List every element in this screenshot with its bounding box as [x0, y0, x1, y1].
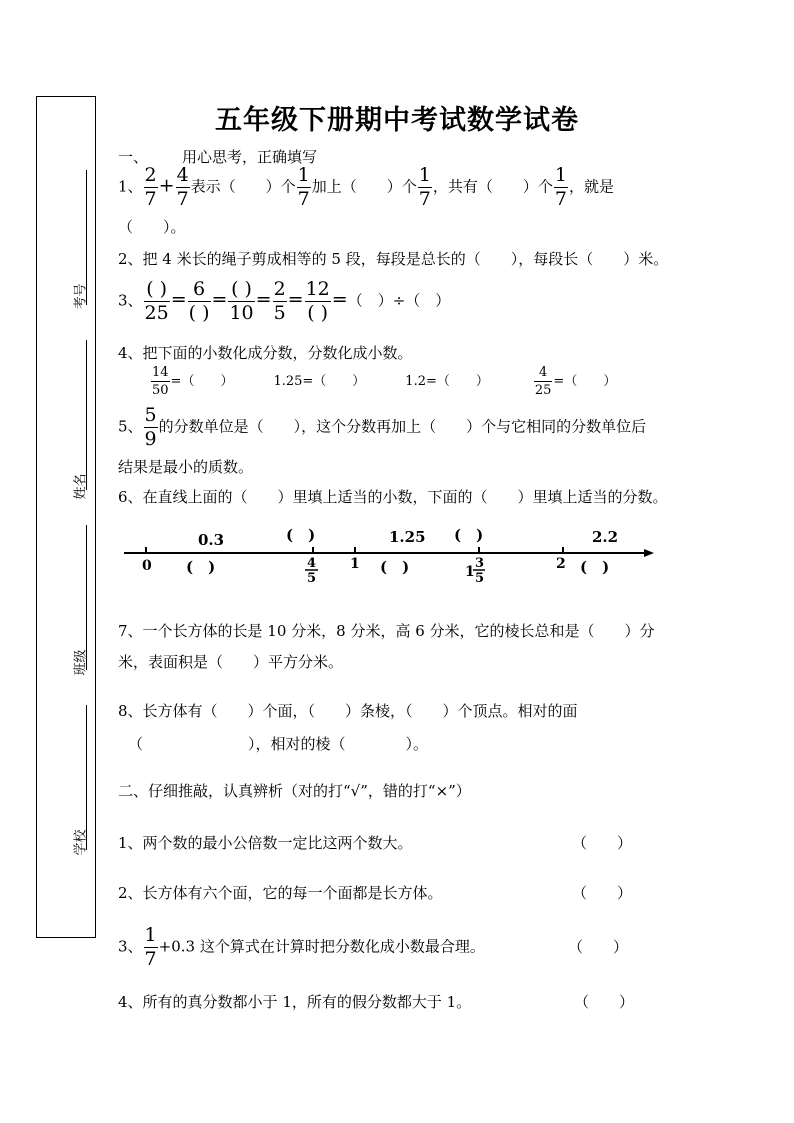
- question-2: 2、把 4 米长的绳子剪成相等的 5 段，每段是总长的（ ），每段长（ ）米。: [118, 250, 669, 268]
- question-5-line-2: 结果是最小的质数。: [118, 458, 254, 476]
- q1-fraction-3: $\frac{1}{7}$: [297, 164, 310, 210]
- judge-item-2: 2、长方体有六个面，它的每一个面都是长方体。: [118, 884, 443, 902]
- label-top-blank-2: ( ): [454, 526, 484, 544]
- label-bottom-blank-1: ( ): [186, 558, 216, 576]
- q4-item-d-blank: =（ ）: [553, 374, 617, 389]
- q3-fraction-4: $\frac{2}{5}$: [273, 278, 286, 324]
- q1-text-3: ，共有（ ）个: [432, 177, 553, 196]
- equals-sign: =: [211, 288, 228, 311]
- q1-text-2: 加上（ ）个: [311, 177, 417, 196]
- equals-sign: =: [287, 288, 304, 311]
- q3-number: 3、: [118, 291, 143, 310]
- q4-item-a-blank: =（ ）: [170, 374, 234, 389]
- binding-margin-box: [36, 96, 96, 938]
- q3-fraction-5: $\frac{12}{( )}$: [305, 278, 330, 324]
- school-line: [86, 705, 87, 850]
- question-3: [118, 280, 450, 323]
- question-7-line-2: 米，表面积是（ ）平方分米。: [118, 653, 344, 671]
- label-4-over-5-num: 4: [307, 556, 317, 571]
- equals-sign: =: [255, 288, 272, 311]
- label-1-3-5-den: 5: [475, 571, 485, 586]
- q1-fraction-4: $\frac{1}{7}$: [418, 164, 431, 210]
- judge-item-3: [118, 926, 485, 969]
- judge-item-4-answer[interactable]: （ ）: [574, 993, 635, 1011]
- question-1-line-2: （ ）。: [118, 218, 186, 236]
- class-line: [86, 525, 87, 670]
- school-label: 学校: [73, 829, 89, 856]
- equals-sign: =: [331, 288, 348, 311]
- question-8-line-2: （ ），相对的棱（ ）。: [128, 735, 429, 753]
- q1-fraction-2: $\frac{4}{7}$: [176, 164, 189, 210]
- name-label: 姓名: [73, 473, 89, 500]
- name-line: [86, 340, 87, 490]
- equals-sign: =: [170, 288, 187, 311]
- q1-text-1: 表示（ ）个: [190, 177, 296, 196]
- judge-item-1: 1、两个数的最小公倍数一定比这两个数大。: [118, 834, 413, 852]
- q1-number: 1、: [118, 177, 143, 196]
- q1-text-4: ，就是: [568, 177, 614, 196]
- judge-item-3-fraction: $\frac{1}{7}$: [144, 924, 157, 970]
- label-2-2: 2.2: [592, 528, 619, 546]
- question-4-items: [150, 366, 616, 397]
- student-id-label: 考号: [73, 283, 89, 310]
- q1-fraction-5: $\frac{1}{7}$: [554, 164, 567, 210]
- question-5: [118, 406, 646, 449]
- q5-number: 5、: [118, 417, 143, 436]
- judge-item-4: 4、所有的真分数都小于 1，所有的假分数都大于 1。: [118, 993, 472, 1011]
- judge-item-1-answer[interactable]: （ ）: [572, 834, 633, 852]
- q4-item-b: 1.25=（ ）: [273, 374, 366, 389]
- label-1-3-5-whole: 1: [465, 564, 475, 580]
- q5-fraction: $\frac{5}{9}$: [144, 404, 157, 450]
- question-8: 8、长方体有（ ）个面，（ ）条棱，（ ）个顶点。相对的面: [118, 702, 578, 720]
- q5-text: 的分数单位是（ ），这个分数再加上（ ）个与它相同的分数单位后: [158, 417, 647, 436]
- q4-fraction-a: $\frac{14}{50}$: [152, 365, 169, 398]
- exam-title: 五年级下册期中考试数学试卷: [215, 105, 579, 136]
- judge-item-3-number: 3、: [118, 937, 143, 956]
- plus-sign: +: [158, 174, 175, 197]
- label-0-3: 0.3: [198, 531, 225, 549]
- q3-fraction-1: $\frac{( )}{25}$: [144, 278, 169, 324]
- label-0: 0: [142, 558, 152, 574]
- judge-item-3-text: +0.3 这个算式在计算时把分数化成小数最合理。: [158, 937, 485, 956]
- q4-fraction-d: $\frac{4}{25}$: [534, 365, 552, 398]
- question-4: 4、把下面的小数化成分数，分数化成小数。: [118, 344, 413, 362]
- section1-title: 用心思考，正确填写: [182, 148, 318, 166]
- q3-fraction-3: $\frac{( )}{10}$: [229, 278, 254, 324]
- question-7: 7、一个长方体的长是 10 分米，8 分米，高 6 分米，它的棱长总和是（ ）分: [118, 622, 655, 640]
- label-4-over-5-den: 5: [307, 571, 317, 586]
- number-line-arrow: [644, 549, 654, 557]
- section1-number: 一、: [118, 148, 149, 166]
- label-bottom-blank-2: ( ): [380, 558, 410, 576]
- judge-item-2-answer[interactable]: （ ）: [572, 884, 633, 902]
- question-1: [118, 166, 614, 209]
- label-1: 1: [350, 556, 360, 572]
- label-1-3-5-num: 3: [475, 556, 485, 571]
- q4-item-c: 1.2=（ ）: [405, 374, 489, 389]
- section2-heading: 二、仔细推敲，认真辨析（对的打“√”，错的打“×”）: [118, 782, 471, 800]
- question-6: 6、在直线上面的（ ）里填上适当的小数，下面的（ ）里填上适当的分数。: [118, 488, 668, 506]
- label-1-25: 1.25: [389, 528, 426, 546]
- label-2: 2: [556, 556, 566, 572]
- number-line-figure: [118, 520, 658, 590]
- judge-item-3-answer[interactable]: （ ）: [568, 938, 629, 956]
- q3-division-blank: （ ）÷（ ）: [347, 291, 451, 310]
- q3-fraction-2: $\frac{6}{( )}$: [188, 278, 210, 324]
- q1-fraction-1: $\frac{2}{7}$: [144, 164, 157, 210]
- label-bottom-blank-3: ( ): [580, 558, 610, 576]
- class-label: 班级: [73, 649, 89, 676]
- label-top-blank-1: ( ): [286, 526, 316, 544]
